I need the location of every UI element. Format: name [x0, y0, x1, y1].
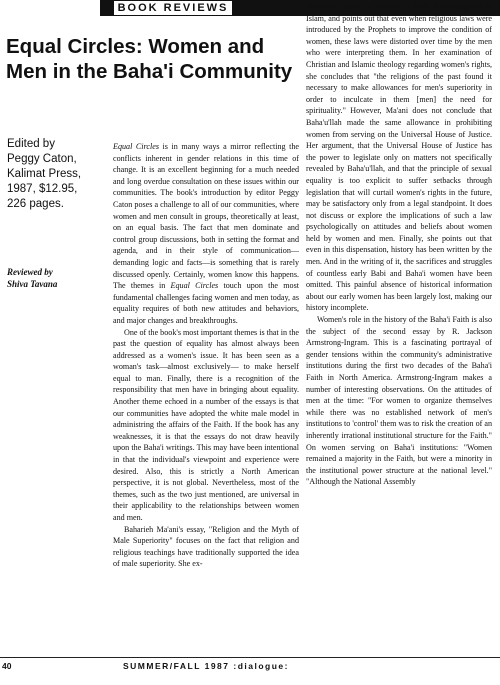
footer-rule: [0, 657, 500, 658]
reviewer-label: Reviewed by: [7, 267, 53, 277]
paragraph: plores the history of women in Biblical teaching and in Islam, and points out that even when religious laws were introduced by the Prophets to improve the condition of women, these laws were distorted over time by the men who were interpreting them. In her examination of Christian and Islamic theology regarding women's rights, she concludes that "the religions of the past found it necessary to make allowances for men's superiority in order to inculcate in them [men] the need for spirituality." However, Ma'ani does not conclude that Baha'u'llah made the same allowance in prohibiting women from serving on the Universal House of Justice. Her argument, that the Universal House of Justice has the power to legislate only on matters not specifically revealed by Baha'u'llah, and that the principle of sexual equality is too explicit to suffer setbacks through legislation that will curtail women's rights in the future, may be satisfactory only from a legal standpoint. It does not discuss or explore the implications of such a law psychologically on attitudes and beliefs about women held by women and men. Finally, she points out that even in this dispensation, history has been written by the men. And in the writing of it, the sacrifices and struggles of countless early Babi and Baha'i women have been omitted. This painful absence of historical information about our early women has been largely lost, making our history incomplete.: [306, 2, 492, 313]
body-column-left: [113, 141, 299, 570]
credit-line: 1987, $12.95,: [7, 183, 78, 195]
article-title: Equal Circles: Women and Men in the Baha'i Community: [6, 35, 293, 83]
paragraph: One of the book's most important themes is that in the past the question of equality has almost always been addressed as a women's issue. It has been seen as a woman's task—almost exclusively— to make herself equal to man. Finally, there is a recognition of the responsibility that men have in bringing about equality. Another theme echoed in a number of the essays is that our communities have adopted the white male model in administring the affairs of the Faith. If the book has any weaknesses, it is that the essays do not draw heavily upon the Baha'i writings. This may have been intentional in that the individual's viewpoint and experience were desired. Also, this is strictly a North American perspective, it is not global. Nevertheless, most of the themes, such as the two just mentioned, are universal in their applicability to the relationships between women and men.: [113, 327, 299, 522]
page-number: 40: [2, 661, 12, 671]
credit-line: 226 pages.: [7, 198, 64, 210]
paragraph: Equal Circles is in many ways a mirror reflecting the conflicts inherent in gender relations in this time of change. It is an excellent beginning for a much needed and long overdue consultation on these issues within our communities. The book's introduction by editor Peggy Caton poses a challenge to all of our communities, where women and men consult in groups, theoretically at least, on an equal basis. The fact that men dominate and control group discussions, both in setting the format and agenda, and in their style of communication— demanding logic and facts—is something that is rarely discussed openly. Certainly, women know this happens. The themes in Equal Circles touch upon the most fundamental challenges facing women and men today, as equality requires of both new attitudes and behaviors, and major changes and breakthroughs.: [113, 142, 300, 325]
body-column-right: [306, 1, 492, 488]
credit-line: Peggy Caton,: [7, 153, 77, 165]
credit-line: Kalimat Press,: [7, 168, 82, 180]
paragraph: Baharieh Ma'ani's essay, "Religion and the Myth of Male Superiority" focuses on the fact that religion and religious teachings have traditionally supported the idea of male superiority. She ex-: [113, 524, 299, 569]
section-label: BOOK REVIEWS: [114, 1, 232, 15]
reviewer-name: Shiva Tavana: [7, 279, 58, 289]
credit-line: Edited by: [7, 138, 55, 150]
paragraph: Women's role in the history of the Baha'i Faith is also the subject of the second essay by R. Jackson Armstrong-Ingram. This is a fascinating portrayal of gender tensions within the community's administrative institutions during the first two decades of the Baha'i Faith in North America. Armstrong-Ingram makes a number of interesting observations. On the attitudes of men at the time: "For women to organize themselves while there was no established network of men's institutions to 'control' them was to risk the creation of an inherently irrational institutional structure for the Faith." On women serving on Baha'i institutions: "Women remained a majority in the Faith, but were a minority in the institutional power structure at the national level." "Although the National Assembly: [306, 315, 492, 487]
book-credits: [7, 137, 107, 212]
reviewer-credit: [7, 266, 107, 290]
issue-line: SUMMER/FALL 1987 :dialogue:: [123, 661, 289, 671]
